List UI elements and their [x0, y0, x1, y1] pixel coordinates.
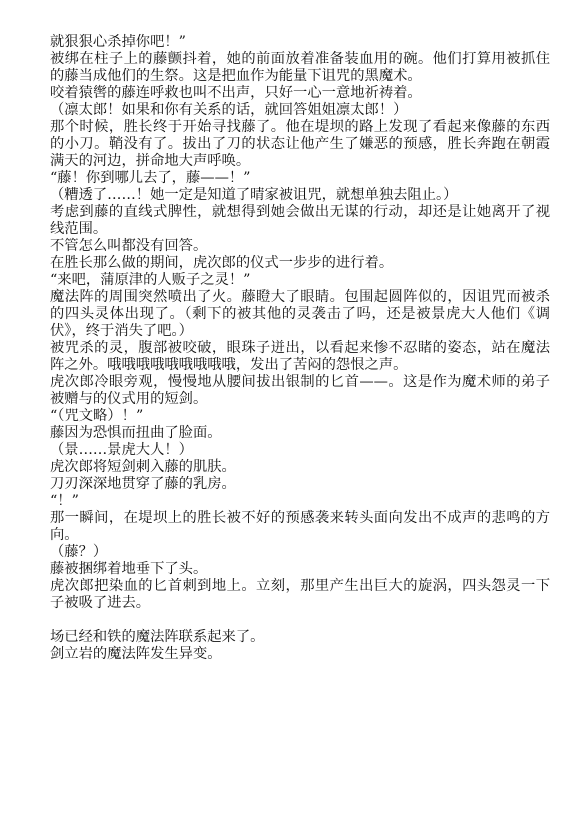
paragraph-4: （凛太郎！如果和你有关系的话，就回答姐姐凛太郎！） [50, 102, 408, 118]
paragraph-9: 不管怎么叫都没有回答。 [50, 238, 208, 254]
paragraph-20: “！” [50, 493, 79, 509]
paragraph-26: 剑立岩的魔法阵发生异变。 [50, 646, 222, 662]
paragraph-14: 虎次郎冷眼旁观，慢慢地从腰间拔出银制的匕首——。这是作为魔术师的弟子被赠与的仪式用的短剑。 [50, 374, 550, 407]
paragraph-19: 刀刃深深地贯穿了藤的乳房。 [50, 476, 236, 492]
paragraph-6: “藤！你到哪儿去了，藤——！” [50, 170, 251, 186]
paragraph-3: 咬着猿辔的藤连呼救也叫不出声，只好一心一意地祈祷着。 [50, 85, 422, 101]
paragraph-13: 被咒杀的灵，腹部被咬破，眼珠子迸出，以看起来惨不忍睹的姿态，站在魔法阵之外。哦哦哦哦哦哦哦哦哦，发出了苦闷的怨恨之声。 [50, 340, 550, 373]
paragraph-1: 就狠狠心杀掉你吧！” [50, 34, 186, 50]
paragraph-2: 被绑在柱子上的藤颤抖着，她的前面放着准备装血用的碗。他们打算用被抓住的藤当成他们的生祭。这是把血作为能量下诅咒的黑魔术。 [50, 51, 550, 84]
paragraph-10: 在胜长那么做的期间，虎次郎的仪式一步步的进行着。 [50, 255, 394, 271]
paragraph-21: 那一瞬间，在堤坝上的胜长被不好的预感袭来转头面向发出不成声的悲鸣的方向。 [50, 510, 550, 543]
paragraph-16: 藤因为恐惧而扭曲了脸面。 [50, 425, 222, 441]
document-page [50, 34, 550, 663]
paragraph-15: “（咒文略）！” [50, 408, 144, 424]
paragraph-11: “来吧，蒲原津的人贩子之灵！” [50, 272, 251, 288]
paragraph-5: 那个时候，胜长终于开始寻找藤了。他在堤坝的路上发现了看起来像藤的东西的小刀。鞘没有了。拔出了刀的状态让他产生了嫌恶的预感，胜长奔跑在朝霞满天的河边，拼命地大声呼唤。 [50, 119, 550, 169]
paragraph-7: （糟透了……！她一定是知道了晴家被诅咒，就想单独去阻止。） [50, 187, 458, 203]
paragraph-18: 虎次郎将短剑刺入藤的肌肤。 [50, 459, 236, 475]
paragraph-8: 考虑到藤的直线式脾性，就想得到她会做出无谋的行动，却还是让她离开了视线范围。 [50, 204, 550, 237]
blank-line [50, 612, 550, 629]
paragraph-23: 藤被捆绑着地垂下了头。 [50, 561, 208, 577]
paragraph-22: （藤？） [50, 544, 108, 560]
paragraph-25: 场已经和铁的魔法阵联系起来了。 [50, 629, 265, 645]
paragraph-12: 魔法阵的周围突然喷出了火。藤瞪大了眼睛。包围起圆阵似的，因诅咒而被杀的四头灵体出现了。（剩下的被其他的灵袭击了吗，还是被景虎大人他们《调伏》，终于消失了吧。） [50, 289, 550, 339]
paragraph-17: （景……景虎大人！） [50, 442, 193, 458]
paragraph-24: 虎次郎把染血的匕首刺到地上。立刻，那里产生出巨大的旋涡，四头怨灵一下子被吸了进去。 [50, 578, 550, 611]
